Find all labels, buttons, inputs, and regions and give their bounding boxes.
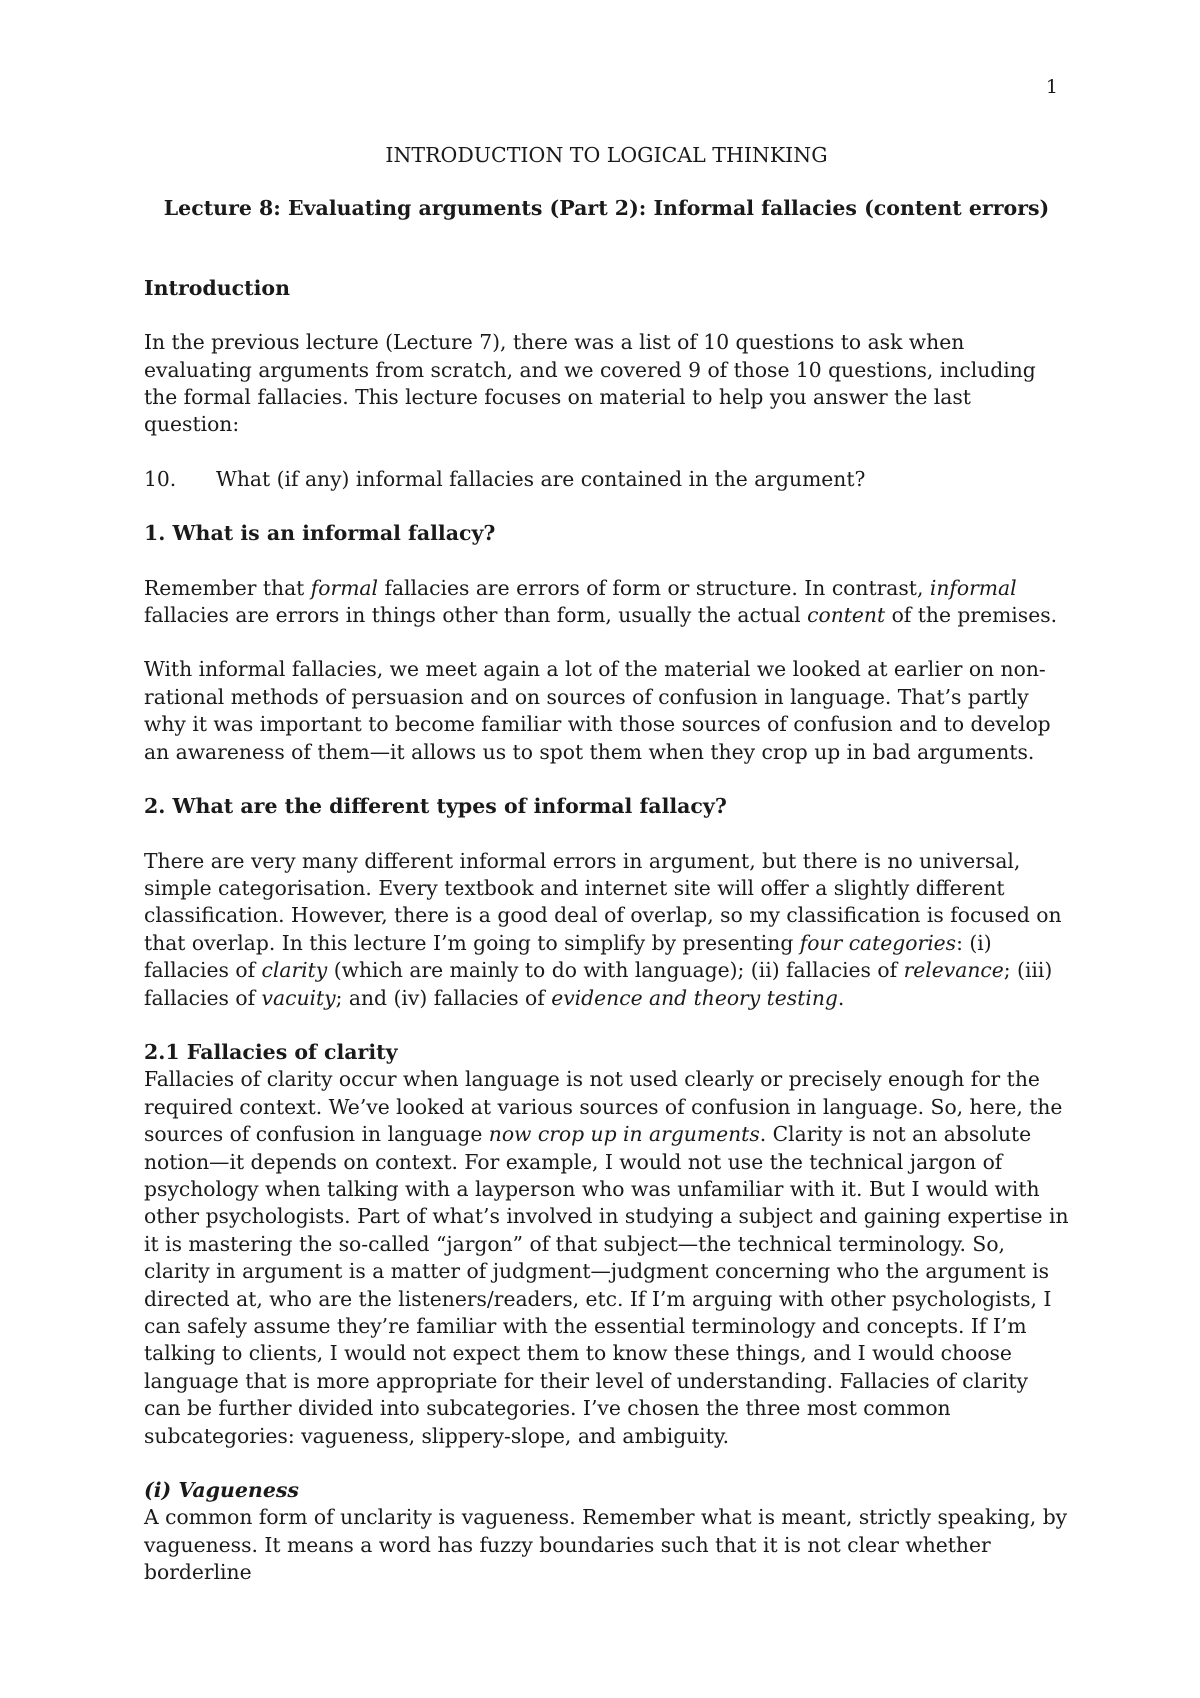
question-text: What (if any) informal fallacies are contained in the argument? <box>216 466 866 491</box>
vagueness-paragraph: A common form of unclarity is vagueness. Remember what is meant, strictly speaking, by vagueness. It means a word has fuzzy boundaries such that it is not clear whether borderline <box>144 1505 1068 1585</box>
vagueness-heading: (i) Vagueness <box>144 1478 299 1503</box>
text-run: . <box>837 985 845 1010</box>
text-run: : (i) fallacies of <box>144 930 992 983</box>
introduction-heading: Introduction <box>144 275 290 300</box>
text-run: fallacies are errors of form or structure. In contrast, <box>378 575 930 600</box>
emphasis-four-categories: four categories <box>799 930 957 955</box>
text-run: ; and (iv) fallacies of <box>335 985 552 1010</box>
emphasis-crop-up: now crop up in arguments <box>488 1122 760 1147</box>
question-number: 10. <box>144 466 177 491</box>
text-run: . Clarity is not an absolute notion—it depends on context. For example, I would not use the technical jargon of psychology when talking with a layperson who was unfamiliar with it. But I would with other psychologists. Part of what’s involved in studying a subject and gaining expertise in it is mastering the so-called “jargon” of that subject—the technical terminology. So, clarity in argument is a matter of judgment—judgment concerning who the argument is directed at, who are the listeners/readers, etc. If I’m arguing with other psychologists, I can safely assume they’re familiar with the essential terminology and concepts. If I’m talking to clients, I would not expect them to know these things, and I would choose language that is more appropriate for their level of understanding. Fallacies of clarity can be further divided into subcategories. I’ve chosen the three most common subcategories: vagueness, slippery-slope, and ambiguity. <box>144 1122 1069 1448</box>
page-number: 1 <box>1045 76 1058 98</box>
section-1-heading: 1. What is an informal fallacy? <box>144 521 496 546</box>
section-2-1-paragraph <box>144 1066 1069 1450</box>
question-item <box>144 466 1069 493</box>
section-2-1-heading: 2.1 Fallacies of clarity <box>144 1039 398 1064</box>
text-run: fallacies are errors in things other than form, usually the actual <box>144 603 808 628</box>
emphasis-informal: informal <box>929 575 1017 600</box>
lecture-subtitle: Lecture 8: Evaluating arguments (Part 2): Informal fallacies (content errors) <box>163 196 1050 221</box>
text-run: There are very many different informal errors in argument, but there is no universal, simple categorisation. Every textbook and internet site will offer a slightly different classification. However, there is a good deal of overlap, so my classification is focused on that overlap. In this lecture I’m going to simplify by presenting <box>144 848 1062 955</box>
emphasis-clarity: clarity <box>261 958 328 983</box>
section-2-paragraph <box>144 848 1069 1012</box>
document-body <box>144 142 1069 1614</box>
text-run: of the premises. <box>885 603 1058 628</box>
section-2-heading: 2. What are the different types of informal fallacy? <box>144 794 727 819</box>
emphasis-vacuity: vacuity <box>261 985 336 1010</box>
section-1-paragraph-2: With informal fallacies, we meet again a lot of the material we looked at earlier on non-rational methods of persuasion and on sources of confusion in language. That’s partly why it was important to become familiar with those sources of confusion and to develop an awareness of them—it allows us to spot them when they crop up in bad arguments. <box>144 657 1051 764</box>
section-1-paragraph-1 <box>144 575 1069 630</box>
emphasis-evidence: evidence and theory testing <box>551 985 838 1010</box>
text-run: Remember that <box>144 575 311 600</box>
emphasis-content: content <box>807 603 886 628</box>
emphasis-relevance: relevance <box>903 958 1004 983</box>
emphasis-formal: formal <box>310 575 379 600</box>
text-run: ; (iii) fallacies of <box>144 958 1053 1010</box>
text-run: (which are mainly to do with language); (ii) fallacies of <box>327 958 904 983</box>
document-title: INTRODUCTION TO LOGICAL THINKING <box>385 143 828 167</box>
introduction-paragraph: In the previous lecture (Lecture 7), there was a list of 10 questions to ask when evaluating arguments from scratch, and we covered 9 of those 10 questions, including the formal fallacies. This lecture focuses on material to help you answer the last question: <box>144 330 1036 437</box>
text-run: Fallacies of clarity occur when language is not used clearly or precisely enough for the required context. We’ve looked at various sources of confusion in language. So, here, the sources of confusion in language <box>144 1067 1063 1147</box>
